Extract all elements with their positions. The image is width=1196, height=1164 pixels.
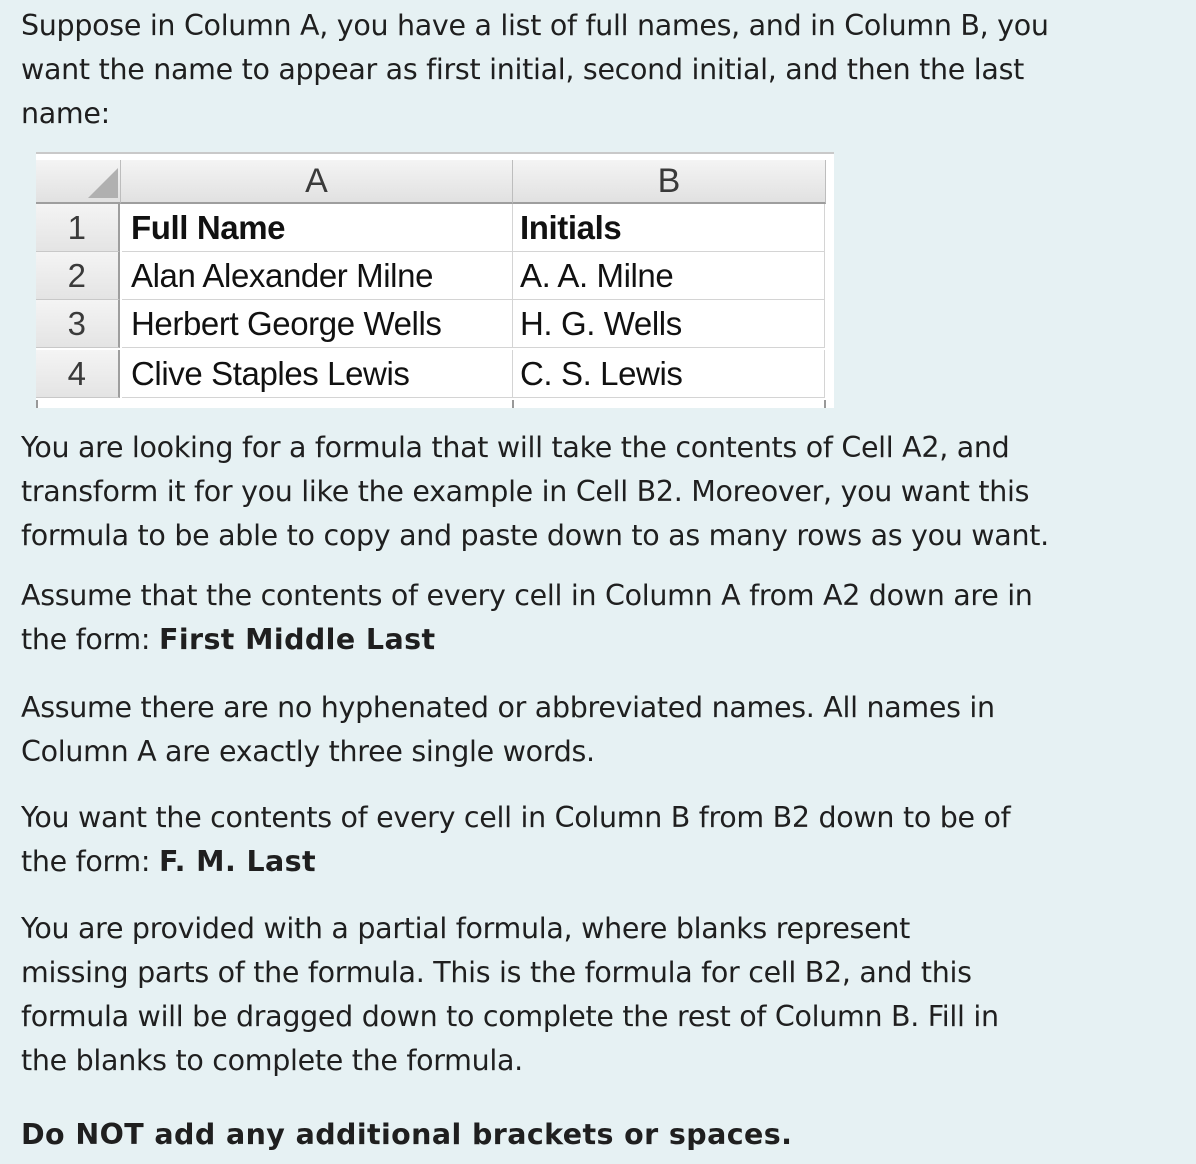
p5-line-2-prefix: the form: [21,845,159,878]
p4-line-1: Assume there are no hyphenated or abbreviated names. All names in [21,691,995,724]
p3-line-1: Assume that the contents of every cell in Column A from A2 down are in [21,579,1033,612]
divider [36,152,834,154]
cell-a3: Herbert George Wells [122,300,513,348]
output-format-paragraph [21,796,1010,884]
p5-line-1: You want the contents of every cell in Column B from B2 down to be of [21,801,1011,834]
divider [36,402,834,408]
input-format: First Middle Last [158,623,436,656]
corner-triangle-icon [88,168,118,198]
p2-line-1: You are looking for a formula that will take the contents of Cell A2, and [21,431,1010,464]
row-header-3: 3 [36,300,120,348]
gridline [824,400,826,408]
p3-line-2-prefix: the form: [21,623,159,656]
p6-line-3: formula will be dragged down to complete the rest of Column B. Fill in [21,1000,999,1033]
p2-line-2: transform it for you like the example in Cell B2. Moreover, you want this [21,475,1030,508]
select-all-corner [36,160,121,204]
cell-a4: Clive Staples Lewis [122,350,513,398]
cell-a2: Alan Alexander Milne [122,252,513,300]
warning-paragraph [21,1113,792,1157]
spreadsheet-image [36,152,834,408]
cell-a1: Full Name [122,204,513,252]
intro-paragraph [21,4,1049,136]
assumption-paragraph [21,686,995,774]
p2-line-3: formula to be able to copy and paste down to as many rows as you want. [21,519,1049,552]
cell-b2: A. A. Milne [513,252,825,300]
p4-line-2: Column A are exactly three single words. [21,735,595,768]
intro-line-2: want the name to appear as first initial, second initial, and then the last [21,53,1024,86]
p6-line-1: You are provided with a partial formula, where blanks represent [21,912,910,945]
formula-goal-paragraph [21,426,1049,558]
p6-line-2: missing parts of the formula. This is the formula for cell B2, and this [21,956,972,989]
cell-b3: H. G. Wells [513,300,825,348]
row-header-4: 4 [36,350,120,398]
instructions-paragraph [21,907,999,1083]
cell-b4: C. S. Lewis [513,350,825,398]
cell-b1: Initials [513,204,825,252]
row-header-2: 2 [36,252,120,300]
intro-line-3: name: [21,97,110,130]
column-header-b: B [513,160,826,204]
row-header-1: 1 [36,204,120,252]
p6-line-4: the blanks to complete the formula. [21,1044,523,1077]
warning-text: Do NOT add any additional brackets or spaces. [21,1118,793,1151]
gridline [36,400,38,408]
gridline [512,400,514,408]
input-format-paragraph [21,574,1181,662]
column-header-a: A [121,160,513,204]
intro-line-1: Suppose in Column A, you have a list of full names, and in Column B, you [21,9,1049,42]
output-format: F. M. Last [158,845,317,878]
